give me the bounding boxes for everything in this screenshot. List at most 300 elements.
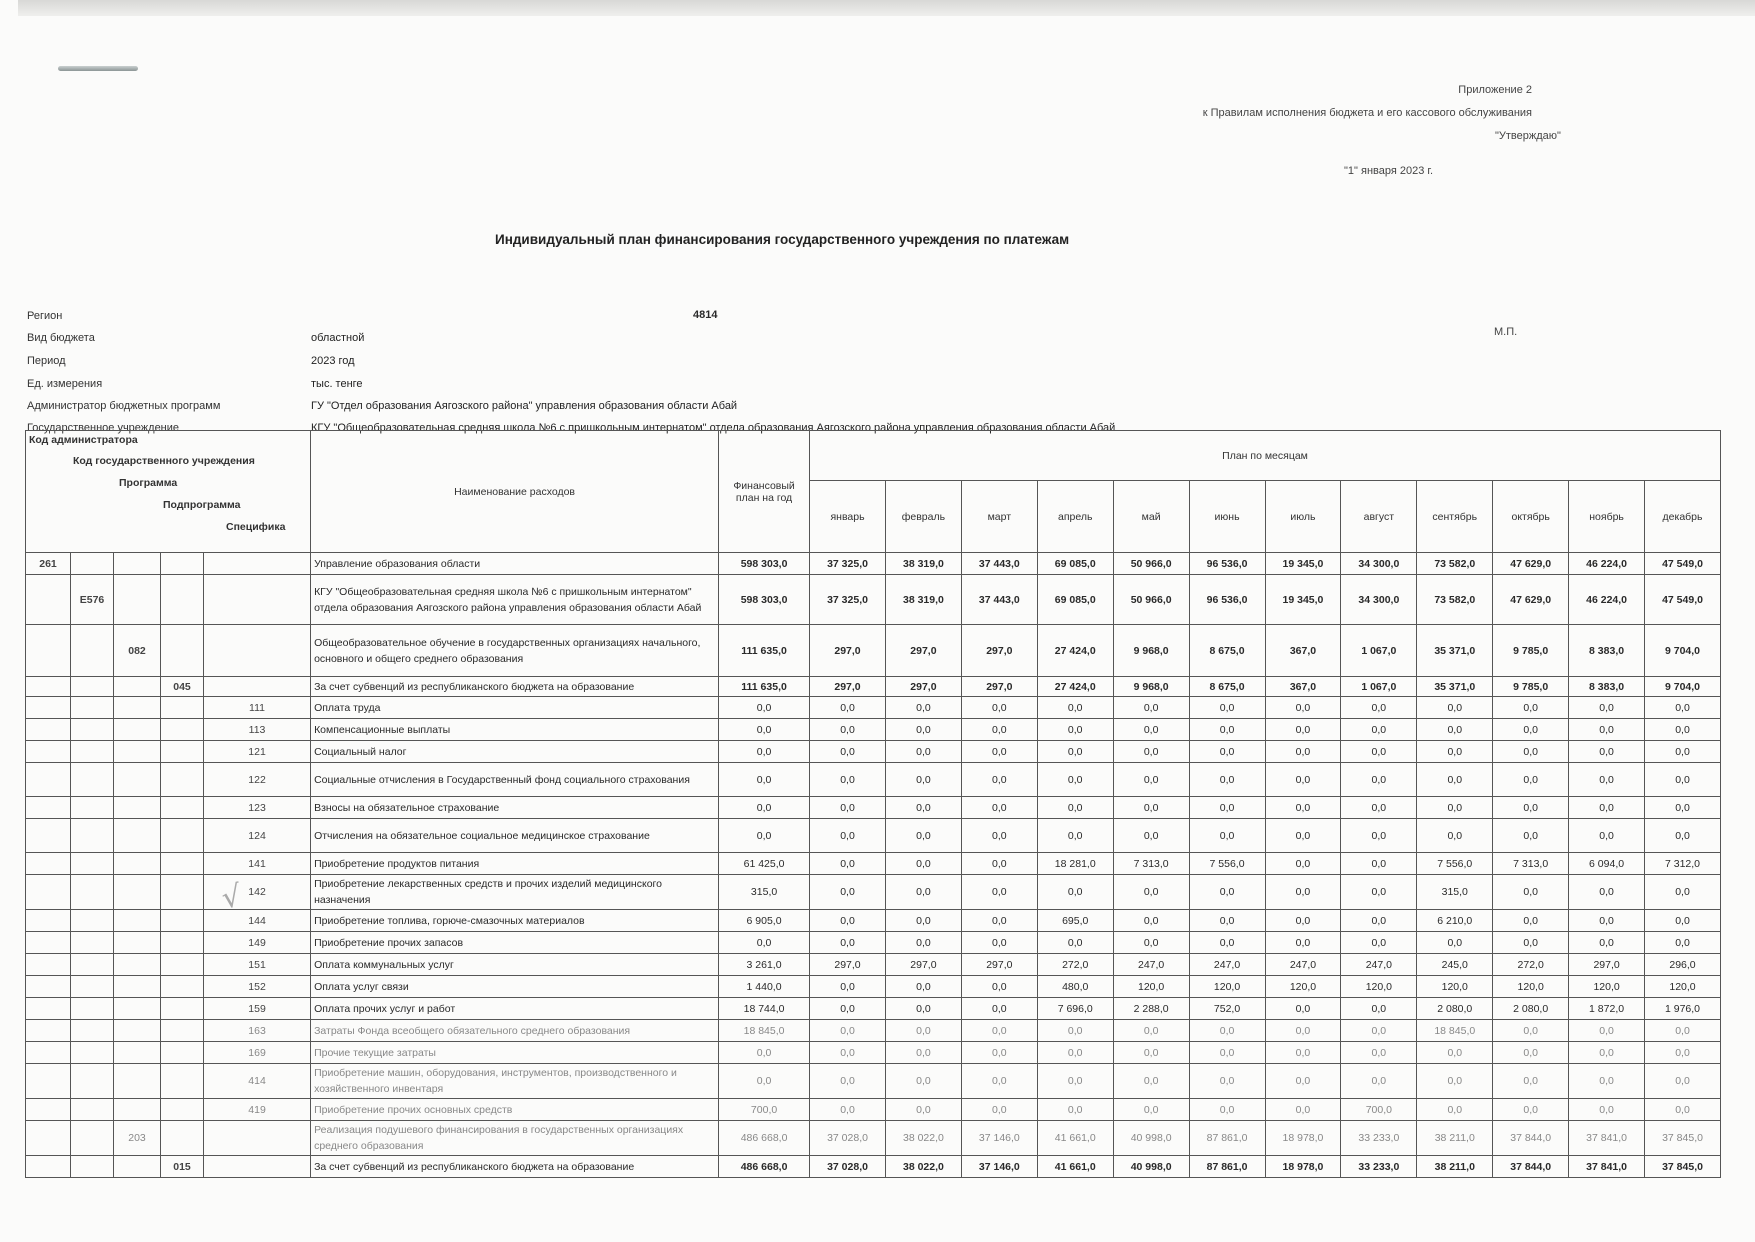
month-value: 0,0 [961, 853, 1037, 875]
month-value: 47 629,0 [1493, 553, 1569, 575]
meta-label: Государственное учреждение [27, 422, 180, 434]
month-value: 0,0 [1265, 697, 1341, 719]
specific-code: 159 [204, 998, 311, 1020]
institution-code [71, 1064, 114, 1099]
month-value: 73 582,0 [1417, 553, 1493, 575]
month-value: 0,0 [961, 741, 1037, 763]
month-value: 37 325,0 [810, 575, 886, 625]
admin-code [26, 741, 71, 763]
month-value: 0,0 [1037, 719, 1113, 741]
month-value: 120,0 [1569, 976, 1645, 998]
institution-code [71, 719, 114, 741]
annual-plan-value: 1 440,0 [719, 976, 810, 998]
month-value: 8 675,0 [1189, 625, 1265, 677]
month-value: 296,0 [1645, 954, 1721, 976]
table-row [26, 932, 1721, 954]
month-value: 0,0 [810, 932, 886, 954]
month-value: 0,0 [961, 1020, 1037, 1042]
month-value: 35 371,0 [1417, 625, 1493, 677]
month-value: 0,0 [1341, 910, 1417, 932]
header-monthly-plan: План по месяцам [810, 431, 1721, 481]
month-value: 0,0 [1417, 741, 1493, 763]
program-code [114, 1020, 161, 1042]
program-code [114, 875, 161, 910]
meta-label: Вид бюджета [27, 332, 95, 344]
approve-date: "1" января 2023 г. [1344, 165, 1434, 177]
scan-edge [18, 0, 1755, 16]
month-value: 69 085,0 [1037, 575, 1113, 625]
institution-code [71, 819, 114, 853]
month-value: 0,0 [1493, 910, 1569, 932]
month-value: 0,0 [885, 932, 961, 954]
document-title: Индивидуальный план финансирования государственного учреждения по платежам [495, 232, 1070, 247]
program-code [114, 741, 161, 763]
month-value: 1 976,0 [1645, 998, 1721, 1020]
institution-code [71, 1020, 114, 1042]
month-value: 0,0 [961, 1099, 1037, 1121]
annual-plan-value: 0,0 [719, 1042, 810, 1064]
month-value: 37 146,0 [961, 1156, 1037, 1178]
month-value: 0,0 [1113, 932, 1189, 954]
month-value: 0,0 [1645, 875, 1721, 910]
annual-plan-value: 18 744,0 [719, 998, 810, 1020]
table-row [26, 625, 1721, 677]
admin-code [26, 1099, 71, 1121]
month-value: 0,0 [1645, 719, 1721, 741]
month-value: 0,0 [1569, 1020, 1645, 1042]
month-value: 0,0 [1493, 1064, 1569, 1099]
month-value: 0,0 [1569, 719, 1645, 741]
month-value: 0,0 [1113, 1020, 1189, 1042]
month-value: 0,0 [1113, 1042, 1189, 1064]
month-value: 0,0 [1189, 1099, 1265, 1121]
month-value: 0,0 [810, 875, 886, 910]
month-value: 0,0 [961, 875, 1037, 910]
month-value: 69 085,0 [1037, 553, 1113, 575]
month-value: 9 968,0 [1113, 625, 1189, 677]
subprogram-code [161, 976, 204, 998]
month-value: 37 443,0 [961, 575, 1037, 625]
month-value: 0,0 [1265, 763, 1341, 797]
specific-code: 414 [204, 1064, 311, 1099]
month-value: 0,0 [885, 741, 961, 763]
month-value: 0,0 [1189, 763, 1265, 797]
month-value: 0,0 [1113, 910, 1189, 932]
month-value: 2 288,0 [1113, 998, 1189, 1020]
month-value: 0,0 [1113, 1064, 1189, 1099]
subprogram-code [161, 625, 204, 677]
annual-plan-value: 486 668,0 [719, 1121, 810, 1156]
program-code [114, 910, 161, 932]
month-value: 18 845,0 [1417, 1020, 1493, 1042]
month-value: 315,0 [1417, 875, 1493, 910]
annual-plan-value: 0,0 [719, 697, 810, 719]
check-mark-annotation: √ [219, 878, 245, 917]
month-value: 0,0 [1493, 741, 1569, 763]
subprogram-code [161, 1121, 204, 1156]
month-value: 37 146,0 [961, 1121, 1037, 1156]
program-code [114, 1099, 161, 1121]
month-value: 0,0 [1645, 1099, 1721, 1121]
annual-plan-value: 0,0 [719, 797, 810, 819]
month-value: 0,0 [1417, 1042, 1493, 1064]
month-value: 0,0 [1645, 932, 1721, 954]
admin-code [26, 797, 71, 819]
stamp-place: М.П. [1494, 326, 1518, 338]
month-value: 0,0 [1341, 741, 1417, 763]
month-value: 0,0 [1341, 819, 1417, 853]
month-value: 41 661,0 [1037, 1156, 1113, 1178]
header-expense-name: Наименование расходов [311, 431, 719, 553]
month-header: октябрь [1493, 481, 1569, 553]
specific-code [204, 1121, 311, 1156]
expense-name: Оплата прочих услуг и работ [311, 998, 719, 1020]
program-code [114, 976, 161, 998]
month-value: 37 844,0 [1493, 1121, 1569, 1156]
month-value: 0,0 [1341, 998, 1417, 1020]
annual-plan-value: 111 635,0 [719, 625, 810, 677]
specific-code [204, 1156, 311, 1178]
month-value: 0,0 [885, 875, 961, 910]
annual-plan-value: 598 303,0 [719, 553, 810, 575]
month-value: 0,0 [1189, 1064, 1265, 1099]
program-code [114, 954, 161, 976]
month-value: 0,0 [1189, 741, 1265, 763]
subprogram-code [161, 1020, 204, 1042]
month-header: март [961, 481, 1037, 553]
month-value: 0,0 [1417, 1064, 1493, 1099]
specific-code: 149 [204, 932, 311, 954]
institution-code [71, 797, 114, 819]
month-value: 0,0 [885, 910, 961, 932]
month-value: 1 872,0 [1569, 998, 1645, 1020]
month-value: 0,0 [1265, 719, 1341, 741]
month-value: 0,0 [1037, 1064, 1113, 1099]
program-code [114, 998, 161, 1020]
header-institution-code: Код государственного учреждения [73, 455, 255, 467]
month-value: 0,0 [1569, 797, 1645, 819]
program-code [114, 575, 161, 625]
subprogram-code [161, 763, 204, 797]
region-code: 4814 [693, 309, 718, 321]
table-row [26, 797, 1721, 819]
month-value: 297,0 [810, 677, 886, 697]
month-value: 0,0 [1189, 932, 1265, 954]
month-value: 8 383,0 [1569, 625, 1645, 677]
month-value: 96 536,0 [1189, 575, 1265, 625]
month-value: 0,0 [1189, 910, 1265, 932]
month-value: 0,0 [1645, 763, 1721, 797]
header-subprogram: Подпрограмма [163, 499, 241, 511]
month-value: 0,0 [1265, 910, 1341, 932]
month-value: 0,0 [1569, 1042, 1645, 1064]
month-value: 0,0 [1113, 697, 1189, 719]
month-value: 38 022,0 [885, 1156, 961, 1178]
subprogram-code: 045 [161, 677, 204, 697]
subprogram-code [161, 1064, 204, 1099]
expense-name: Приобретение продуктов питания [311, 853, 719, 875]
annual-plan-value: 0,0 [719, 1064, 810, 1099]
month-value: 0,0 [1569, 697, 1645, 719]
month-header: декабрь [1645, 481, 1721, 553]
month-value: 0,0 [810, 697, 886, 719]
month-value: 0,0 [1265, 797, 1341, 819]
header-annual-plan: Финансовый план на год [719, 431, 810, 553]
subprogram-code [161, 741, 204, 763]
expense-name: Оплата услуг связи [311, 976, 719, 998]
month-value: 0,0 [1037, 1099, 1113, 1121]
month-value: 0,0 [810, 763, 886, 797]
month-value: 247,0 [1265, 954, 1341, 976]
month-value: 0,0 [1341, 853, 1417, 875]
month-value: 37 325,0 [810, 553, 886, 575]
table-row [26, 910, 1721, 932]
month-value: 0,0 [1037, 741, 1113, 763]
month-value: 0,0 [961, 1064, 1037, 1099]
institution-code [71, 875, 114, 910]
month-value: 38 211,0 [1417, 1156, 1493, 1178]
month-value: 0,0 [810, 853, 886, 875]
month-value: 367,0 [1265, 625, 1341, 677]
institution-code: E576 [71, 575, 114, 625]
month-value: 0,0 [1189, 719, 1265, 741]
admin-code [26, 1042, 71, 1064]
admin-code [26, 853, 71, 875]
month-value: 40 998,0 [1113, 1156, 1189, 1178]
month-value: 18 978,0 [1265, 1121, 1341, 1156]
month-value: 38 319,0 [885, 553, 961, 575]
month-value: 27 424,0 [1037, 677, 1113, 697]
month-value: 0,0 [1265, 998, 1341, 1020]
specific-code: 169 [204, 1042, 311, 1064]
month-value: 0,0 [1189, 875, 1265, 910]
admin-code [26, 998, 71, 1020]
month-value: 37 841,0 [1569, 1156, 1645, 1178]
month-value: 120,0 [1189, 976, 1265, 998]
subprogram-code [161, 697, 204, 719]
month-value: 37 845,0 [1645, 1121, 1721, 1156]
month-value: 695,0 [1037, 910, 1113, 932]
table-row [26, 741, 1721, 763]
month-value: 0,0 [1493, 719, 1569, 741]
month-value: 46 224,0 [1569, 553, 1645, 575]
month-header: май [1113, 481, 1189, 553]
month-value: 0,0 [1113, 763, 1189, 797]
specific-code: 124 [204, 819, 311, 853]
expense-name: Общеобразовательное обучение в государственных организациях начального, основного и общего среднего образования [311, 625, 719, 677]
month-value: 0,0 [1569, 741, 1645, 763]
subprogram-code [161, 932, 204, 954]
month-value: 9 704,0 [1645, 625, 1721, 677]
expense-name: Приобретение машин, оборудования, инструментов, производственного и хозяйственного инвентаря [311, 1064, 719, 1099]
month-value: 34 300,0 [1341, 553, 1417, 575]
month-value: 0,0 [961, 797, 1037, 819]
month-value: 0,0 [1113, 797, 1189, 819]
program-code [114, 797, 161, 819]
month-value: 297,0 [885, 625, 961, 677]
month-value: 0,0 [885, 1064, 961, 1099]
subprogram-code [161, 797, 204, 819]
specific-code: 152 [204, 976, 311, 998]
month-value: 0,0 [1341, 797, 1417, 819]
financing-plan-table [25, 430, 1721, 1178]
month-value: 0,0 [1037, 763, 1113, 797]
month-value: 19 345,0 [1265, 575, 1341, 625]
month-value: 0,0 [1417, 932, 1493, 954]
institution-code [71, 697, 114, 719]
table-row [26, 954, 1721, 976]
month-value: 0,0 [1493, 875, 1569, 910]
month-header: апрель [1037, 481, 1113, 553]
institution-code [71, 1156, 114, 1178]
header-admin-code: Код администратора [29, 434, 138, 446]
month-value: 0,0 [961, 719, 1037, 741]
month-value: 2 080,0 [1493, 998, 1569, 1020]
specific-code: 142 [204, 875, 311, 910]
month-value: 0,0 [810, 910, 886, 932]
expense-name: Управление образования области [311, 553, 719, 575]
month-value: 0,0 [1341, 1020, 1417, 1042]
expense-name: Приобретение прочих запасов [311, 932, 719, 954]
annual-plan-value: 0,0 [719, 932, 810, 954]
month-header: январь [810, 481, 886, 553]
institution-code [71, 553, 114, 575]
month-header: август [1341, 481, 1417, 553]
table-row [26, 697, 1721, 719]
specific-code: 144 [204, 910, 311, 932]
month-value: 0,0 [1417, 697, 1493, 719]
month-value: 0,0 [1645, 697, 1721, 719]
expense-name: Социальный налог [311, 741, 719, 763]
expense-name: Компенсационные выплаты [311, 719, 719, 741]
institution-code [71, 1099, 114, 1121]
month-value: 0,0 [1493, 697, 1569, 719]
month-value: 0,0 [1569, 763, 1645, 797]
month-value: 37 841,0 [1569, 1121, 1645, 1156]
month-value: 0,0 [961, 1042, 1037, 1064]
month-value: 35 371,0 [1417, 677, 1493, 697]
month-value: 0,0 [1645, 741, 1721, 763]
month-value: 0,0 [961, 819, 1037, 853]
month-value: 247,0 [1341, 954, 1417, 976]
month-value: 0,0 [810, 819, 886, 853]
table-row [26, 575, 1721, 625]
month-value: 0,0 [810, 797, 886, 819]
admin-code [26, 932, 71, 954]
month-value: 38 022,0 [885, 1121, 961, 1156]
month-value: 73 582,0 [1417, 575, 1493, 625]
annual-plan-value: 315,0 [719, 875, 810, 910]
month-value: 0,0 [1493, 763, 1569, 797]
month-value: 0,0 [1037, 875, 1113, 910]
month-value: 297,0 [885, 954, 961, 976]
month-value: 0,0 [1493, 932, 1569, 954]
expense-name: Оплата труда [311, 697, 719, 719]
annual-plan-value: 18 845,0 [719, 1020, 810, 1042]
month-value: 0,0 [1493, 819, 1569, 853]
meta-value: КГУ "Общеобразовательная средняя школа №6 с пришкольным интернатом" отдела образования Аягозского района управления образования области Абай [311, 422, 1116, 434]
table-row [26, 1156, 1721, 1178]
month-value: 19 345,0 [1265, 553, 1341, 575]
annual-plan-value: 61 425,0 [719, 853, 810, 875]
expense-name: Затраты Фонда всеобщего обязательного среднего образования [311, 1020, 719, 1042]
month-value: 0,0 [1341, 1042, 1417, 1064]
month-value: 120,0 [1113, 976, 1189, 998]
subprogram-code [161, 1099, 204, 1121]
month-value: 120,0 [1493, 976, 1569, 998]
specific-code: 111 [204, 697, 311, 719]
annual-plan-value: 0,0 [719, 719, 810, 741]
month-value: 7 556,0 [1189, 853, 1265, 875]
month-value: 0,0 [1341, 697, 1417, 719]
month-value: 0,0 [1569, 932, 1645, 954]
specific-code [204, 575, 311, 625]
month-value: 50 966,0 [1113, 553, 1189, 575]
program-code [114, 1064, 161, 1099]
month-value: 0,0 [1341, 1064, 1417, 1099]
month-value: 7 313,0 [1493, 853, 1569, 875]
specific-code [204, 677, 311, 697]
month-value: 0,0 [1189, 1020, 1265, 1042]
month-value: 0,0 [1265, 741, 1341, 763]
subprogram-code [161, 853, 204, 875]
month-value: 1 067,0 [1341, 677, 1417, 697]
month-value: 0,0 [1341, 932, 1417, 954]
admin-code [26, 875, 71, 910]
month-value: 0,0 [1265, 1064, 1341, 1099]
expense-name: Реализация подушевого финансирования в государственных организациях среднего образования [311, 1121, 719, 1156]
month-value: 7 312,0 [1645, 853, 1721, 875]
month-value: 0,0 [961, 998, 1037, 1020]
admin-code [26, 625, 71, 677]
month-value: 0,0 [1265, 819, 1341, 853]
month-value: 9 704,0 [1645, 677, 1721, 697]
meta-value: ГУ "Отдел образования Аягозского района" управления образования области Абай [311, 400, 738, 412]
month-value: 87 861,0 [1189, 1156, 1265, 1178]
program-code [114, 1042, 161, 1064]
table-row [26, 1064, 1721, 1099]
month-value: 40 998,0 [1113, 1121, 1189, 1156]
annual-plan-value: 6 905,0 [719, 910, 810, 932]
month-value: 0,0 [1265, 875, 1341, 910]
subprogram-code [161, 575, 204, 625]
institution-code [71, 625, 114, 677]
month-value: 0,0 [1417, 797, 1493, 819]
program-code [114, 819, 161, 853]
month-value: 0,0 [1645, 819, 1721, 853]
month-value: 120,0 [1645, 976, 1721, 998]
month-value: 0,0 [885, 976, 961, 998]
subprogram-code [161, 910, 204, 932]
expense-name: За счет субвенций из республиканского бюджета на образование [311, 1156, 719, 1178]
subprogram-code [161, 875, 204, 910]
month-value: 0,0 [1569, 1099, 1645, 1121]
month-value: 0,0 [885, 719, 961, 741]
admin-code [26, 575, 71, 625]
program-code [114, 853, 161, 875]
annual-plan-value: 0,0 [719, 741, 810, 763]
month-value: 37 028,0 [810, 1121, 886, 1156]
specific-code: 419 [204, 1099, 311, 1121]
month-value: 0,0 [1493, 797, 1569, 819]
month-value: 37 028,0 [810, 1156, 886, 1178]
institution-code [71, 954, 114, 976]
month-value: 0,0 [1265, 1042, 1341, 1064]
month-value: 0,0 [1341, 875, 1417, 910]
month-value: 0,0 [1569, 819, 1645, 853]
month-value: 18 978,0 [1265, 1156, 1341, 1178]
admin-code [26, 954, 71, 976]
